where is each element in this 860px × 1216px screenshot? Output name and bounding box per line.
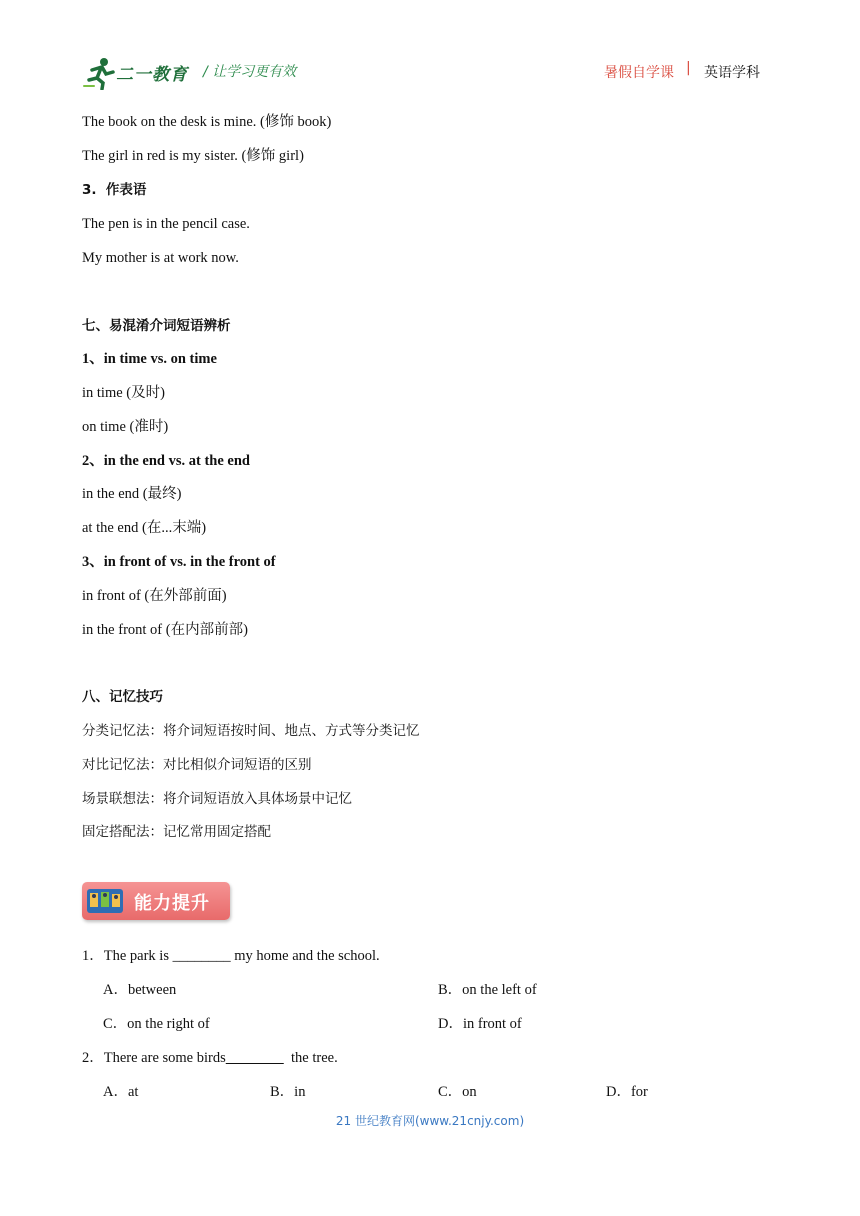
option-c: C．on <box>438 1084 477 1100</box>
course-label: 暑假自学课 <box>604 65 674 81</box>
stem-text: 2．There are some birds <box>82 1050 226 1066</box>
pair-item: on time (准时) <box>82 419 169 435</box>
option-b: B．in <box>270 1084 306 1100</box>
example-line: The book on the desk is mine. (修饰 book) <box>82 114 332 130</box>
question-stem <box>82 1048 338 1068</box>
stem-text: the tree. <box>283 1050 338 1066</box>
banner-label: 能力提升 <box>134 893 210 914</box>
header-separator: | <box>686 60 691 76</box>
stem-text: 1．The park is <box>82 948 173 964</box>
ability-banner <box>82 882 232 922</box>
option-a: A．at <box>103 1084 139 1100</box>
logo <box>82 56 192 90</box>
answer-blank <box>226 1050 284 1066</box>
example-line: My mother is at work now. <box>82 250 239 266</box>
running-man-icon <box>82 56 116 90</box>
tip-item: 固定搭配法：记忆常用固定搭配 <box>82 824 271 840</box>
pair-item: in time (及时) <box>82 385 165 401</box>
option-a: A．between <box>103 982 177 998</box>
pair-heading: 3、in front of vs. in the front of <box>82 554 276 570</box>
pair-item: at the end (在...末端) <box>82 520 207 536</box>
logo-text: 二一教育 <box>116 65 188 85</box>
tip-item: 分类记忆法：将介词短语按时间、地点、方式等分类记忆 <box>82 723 420 739</box>
pair-heading: 2、in the end vs. at the end <box>82 453 250 469</box>
example-line: The girl in red is my sister. (修饰 girl) <box>82 148 304 164</box>
option-b: B．on the left of <box>438 982 537 998</box>
stem-text: my home and the school. <box>230 948 380 964</box>
subsection-heading: 3. 作表语 <box>82 182 147 198</box>
answer-blank: ________ <box>172 948 231 964</box>
option-d: D．in front of <box>438 1016 522 1032</box>
pair-item: in front of (在外部前面) <box>82 588 227 604</box>
pair-item: in the front of (在内部前部) <box>82 622 248 638</box>
tip-item: 对比记忆法：对比相似介词短语的区别 <box>82 757 312 773</box>
page-footer: 21 世纪教育网(www.21cnjy.com) <box>335 1114 525 1128</box>
pair-heading: 1、in time vs. on time <box>82 351 217 367</box>
page-header <box>0 0 860 100</box>
section-title: 七、易混淆介词短语辨析 <box>82 318 231 334</box>
header-slogan: / 让学习更有效 <box>203 64 297 80</box>
option-c: C．on the right of <box>103 1016 210 1032</box>
tip-item: 场景联想法：将介词短语放入具体场景中记忆 <box>82 791 352 807</box>
people-icon <box>87 889 123 913</box>
example-line: The pen is in the pencil case. <box>82 216 250 232</box>
section-title: 八、记忆技巧 <box>82 689 163 705</box>
subject-label: 英语学科 <box>704 65 760 81</box>
option-d: D．for <box>606 1084 648 1100</box>
question-stem <box>82 946 380 966</box>
pair-item: in the end (最终) <box>82 486 182 502</box>
